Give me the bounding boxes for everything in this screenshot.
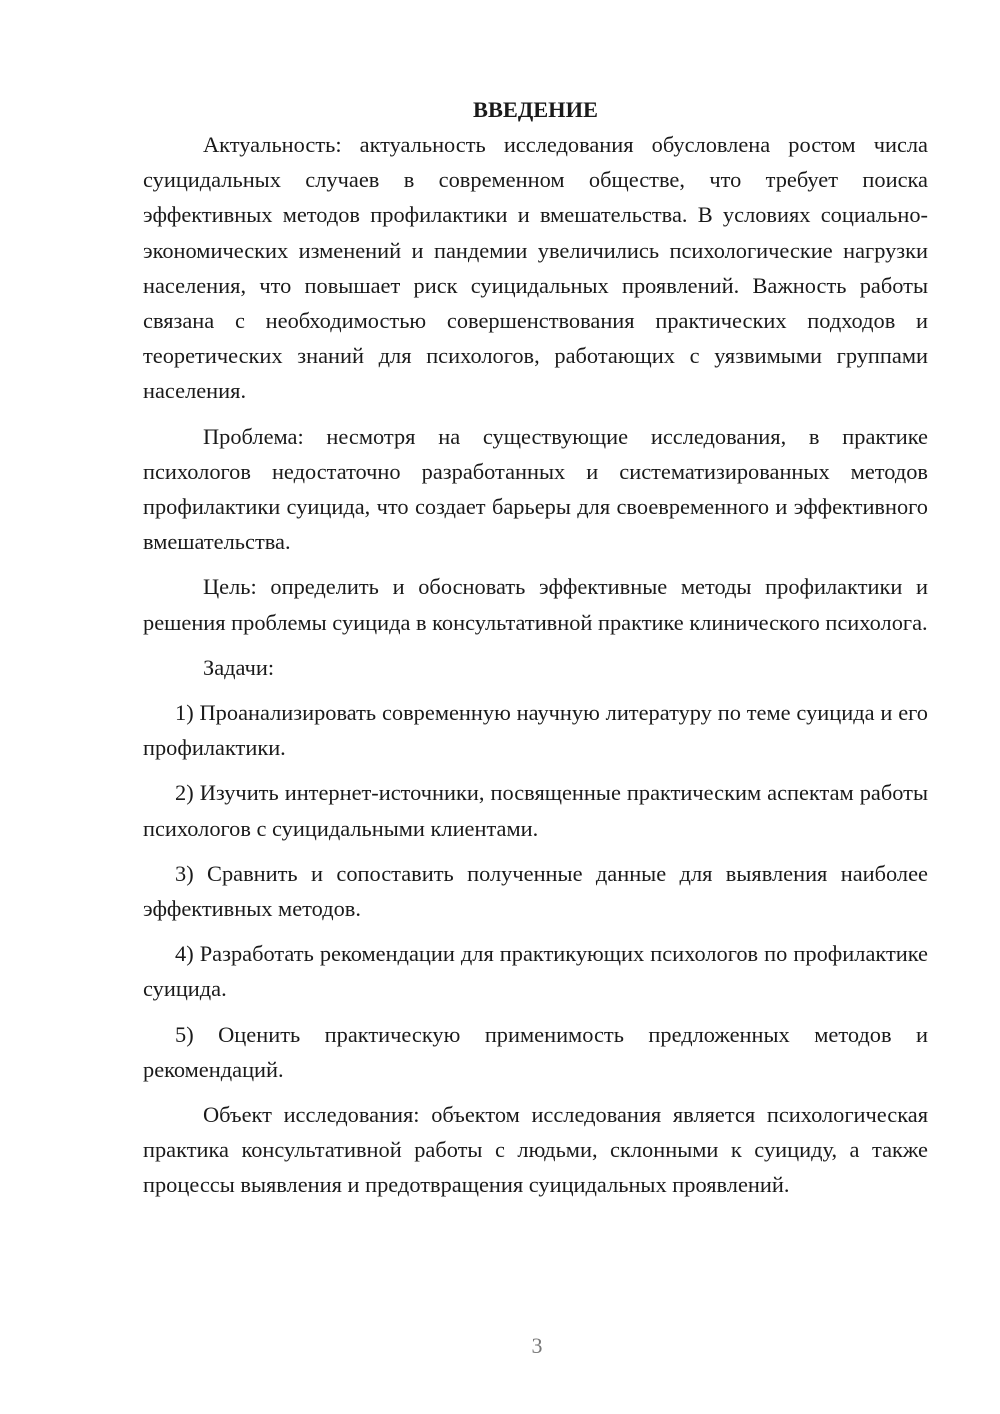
task-item: 4) Разработать рекомендации для практикующих психологов по профилактике суицида. <box>143 941 928 1002</box>
section-heading: ВВЕДЕНИЕ <box>473 97 598 122</box>
paragraph-relevance: Актуальность: актуальность исследования обусловлена ростом числа суицидальных случаев в современном обществе, что требует поиска эффективных методов профилактики и вмешательства. В условиях социально-экономических изменений и пандемии увеличились психологические нагрузки населения, что повышает риск суицидальных проявлений. Важность работы связана с необходимостью совершенствования практических подходов и теоретических знаний для психологов, работающих с уязвимыми группами населения. <box>143 132 928 404</box>
paragraph-object: Объект исследования: объектом исследования является психологическая практика консультативной работы с людьми, склонными к суициду, а также процессы выявления и предотвращения суицидальных проявлений. <box>143 1102 928 1198</box>
task-item: 1) Проанализировать современную научную литературу по теме суицида и его профилактики. <box>143 700 928 761</box>
paragraph-problem: Проблема: несмотря на существующие исследования, в практике психологов недостаточно разработанных и систематизированных методов профилактики суицида, что создает барьеры для своевременного и эффективного вмешательства. <box>143 423 928 555</box>
task-item: 5) Оценить практическую применимость предложенных методов и рекомендаций. <box>143 1021 928 1082</box>
task-item: 3) Сравнить и сопоставить полученные данные для выявления наиболее эффективных методов. <box>143 860 928 922</box>
paragraph-goal: Цель: определить и обосновать эффективные методы профилактики и решения проблемы суицида в консультативной практике клинического психолога. <box>143 574 928 635</box>
page-number: 3 <box>531 1333 543 1358</box>
page-content <box>143 92 928 1203</box>
tasks-label: Задачи: <box>203 654 275 680</box>
task-item: 2) Изучить интернет-источники, посвященные практическим аспектам работы психологов с суицидальными клиентами. <box>143 780 928 841</box>
